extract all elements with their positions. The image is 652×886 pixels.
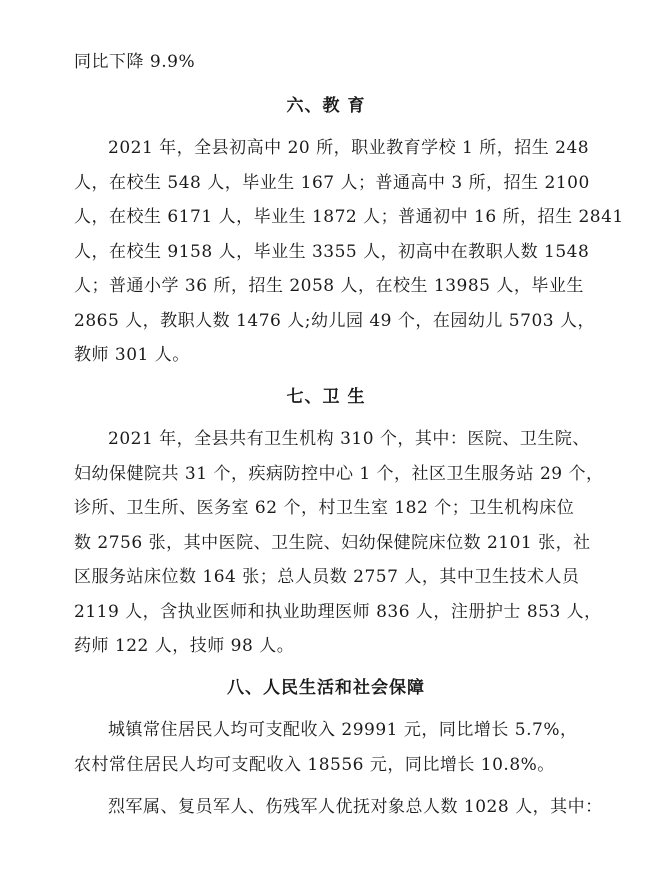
education-line: 教师 301 人。 — [74, 345, 190, 365]
education-line: 人；普通小学 36 所，招生 2058 人，在校生 13985 人，毕业生 — [74, 276, 584, 296]
education-line: 2865 人，教职人数 1476 人;幼儿园 49 个，在园幼儿 5703 人， — [74, 311, 595, 331]
intro-line: 同比下降 9.9% — [74, 52, 196, 72]
health-line: 数 2756 张，其中医院、卫生院、妇幼保健院床位数 2101 张，社 — [74, 533, 591, 553]
section-heading-livelihood: 八、人民生活和社会保障 — [227, 678, 425, 698]
education-line: 人，在校生 6171 人，毕业生 1872 人；普通初中 16 所，招生 2841 — [74, 207, 624, 227]
section-heading-education: 六、教 育 — [286, 96, 366, 116]
health-line: 2119 人，含执业医师和执业助理医师 836 人，注册护士 853 人， — [74, 602, 602, 622]
education-line: 人，在校生 9158 人，毕业生 3355 人，初高中在教职人数 1548 — [74, 242, 590, 262]
livelihood-line: 农村常住居民人均可支配收入 18556 元，同比增长 10.8%。 — [74, 755, 555, 775]
education-line: 人，在校生 548 人，毕业生 167 人；普通高中 3 所，招生 2100 — [74, 173, 590, 193]
livelihood-line: 烈军属、复员军人、伤残军人优抚对象总人数 1028 人，其中： — [108, 797, 603, 817]
health-line: 妇幼保健院共 31 个，疾病防控中心 1 个，社区卫生服务站 29 个， — [74, 464, 604, 484]
livelihood-line: 城镇常住居民人均可支配收入 29991 元，同比增长 5.7%， — [108, 720, 578, 740]
section-heading-health: 七、卫 生 — [286, 387, 366, 407]
health-line: 区服务站床位数 164 张；总人员数 2757 人，其中卫生技术人员 — [74, 567, 580, 587]
education-line: 2021 年，全县初高中 20 所，职业教育学校 1 所，招生 248 — [108, 138, 590, 158]
health-line: 诊所、卫生所、医务室 62 个，村卫生室 182 个；卫生机构床位 — [74, 498, 575, 518]
health-line: 2021 年，全县共有卫生机构 310 个，其中：医院、卫生院、 — [108, 429, 590, 449]
health-line: 药师 122 人，技师 98 人。 — [74, 636, 295, 656]
